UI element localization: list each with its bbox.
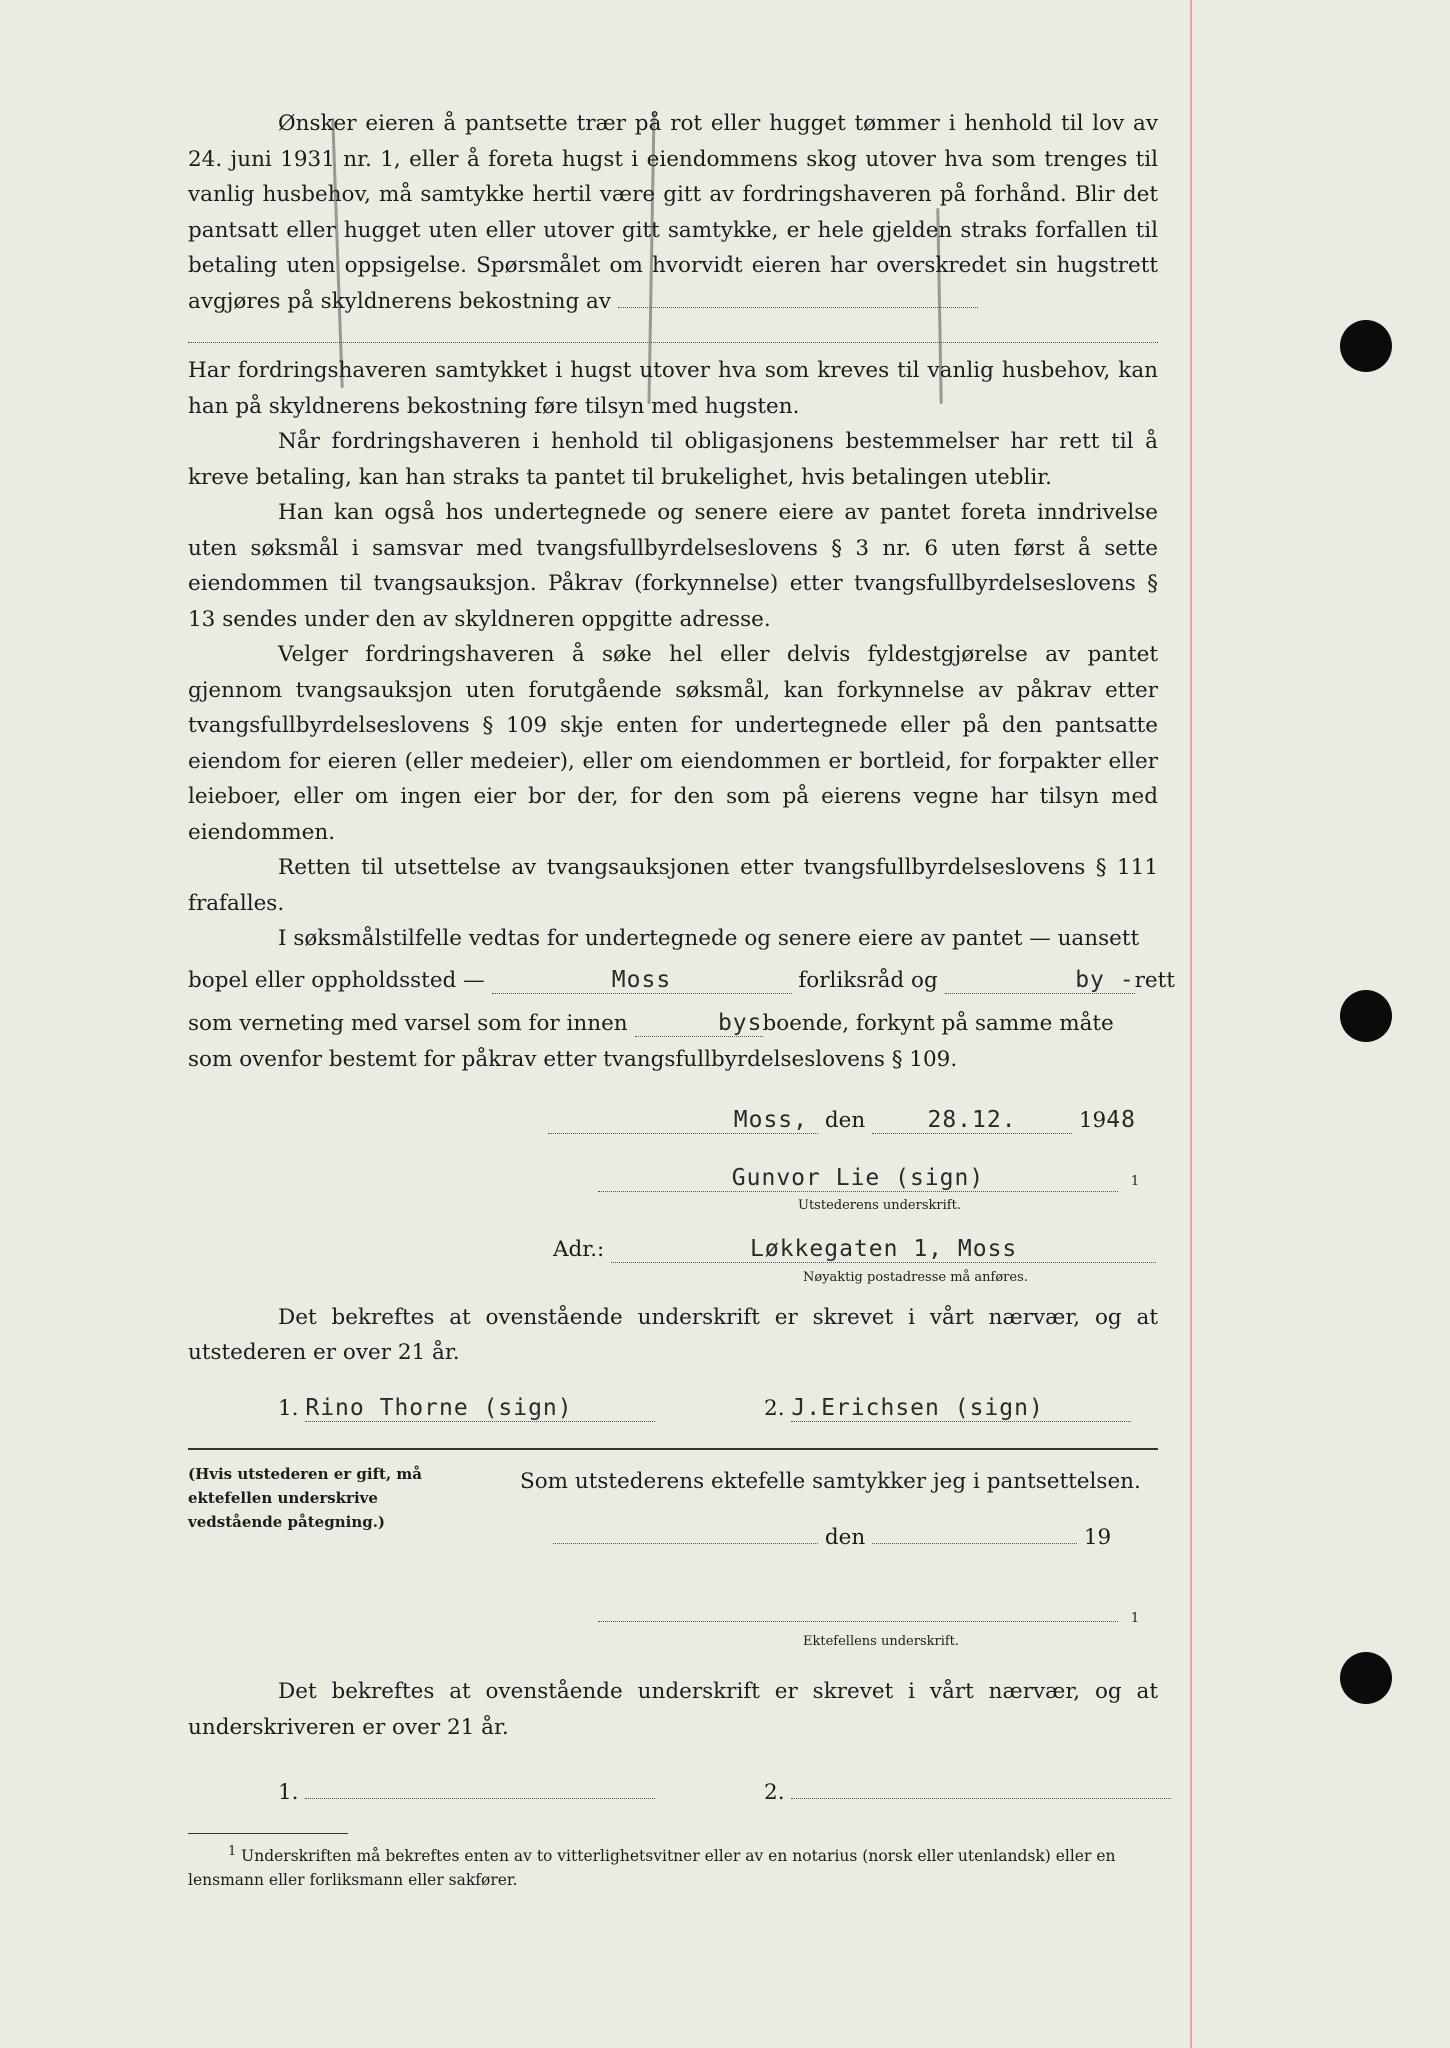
spouse-year-prefix: 19 bbox=[1083, 1525, 1112, 1550]
spouse-date-label: den bbox=[824, 1525, 866, 1550]
spouse-note: (Hvis utstederen er gift, må ektefellen underskrive vedstående påtegning.) bbox=[188, 1465, 422, 1531]
venue-line-1 bbox=[188, 963, 1175, 999]
date-value: 28.12. bbox=[872, 1107, 1072, 1134]
witness-line-2 bbox=[278, 1775, 1158, 1811]
blank-field bbox=[618, 306, 978, 308]
venue-resident: bys bbox=[635, 1010, 763, 1037]
paragraph-verneting: I søksmålstilfelle vedtas for undertegnede og senere eiere av pantet — uansett bbox=[278, 926, 1140, 951]
spouse-date-line bbox=[553, 1520, 1111, 1556]
paragraph-tvangsauksjon: Velger fordringshaveren å søke hel eller delvis fyldestgjørelse av pantet gjennom tvangsauksjon uten forutgående søksmål, kan forkynnelse av påkrav etter tvangsfullbyrdelseslovens § 109 skje enten for undertegnede eller på den pantsatte eiendom for eieren (eller medeier), eller om eiendommen er bortleid, for forpakter eller leieboer, eller om ingen eier bor der, for den som på eierens vegne har tilsyn med eiendommen. bbox=[188, 642, 1158, 845]
punch-hole bbox=[1340, 990, 1392, 1042]
venue-text: boende, forkynt på samme måte bbox=[762, 1011, 1114, 1036]
witness-number: 1. bbox=[278, 1395, 299, 1421]
witness-statement: Det bekreftes at ovenstående underskrift er skrevet i vårt nærvær, og at utstederen er over 21 år. bbox=[188, 1304, 1158, 1365]
venue-text: bopel eller oppholdssted — bbox=[188, 967, 485, 993]
punch-hole bbox=[1340, 320, 1392, 372]
footnote-mark: 1 bbox=[1130, 1611, 1140, 1626]
footnote-mark: 1 bbox=[228, 1843, 237, 1859]
paragraph-hugst-text: Ønsker eieren å pantsette trær på rot eller hugget tømmer i henhold til lov av 24. juni 1931 nr. 1, eller å foreta hugst i eiendommens skog utover hva som trenges til vanlig husbehov, må samtykke hertil være gitt av fordringshaveren på forhånd. Blir det pantsatt eller hugget uten eller utover gitt samtykke, er hele gjelden straks forfallen til betaling uten oppsigelse. Spørsmålet om hvorvidt eieren har overskredet sin hugstrett avgjøres på skyldnerens bekostning av bbox=[188, 111, 1158, 314]
address-caption: Nøyaktig postadresse må anføres. bbox=[803, 1269, 1028, 1285]
spouse-signature-line bbox=[598, 1598, 1139, 1634]
footnote bbox=[188, 1840, 1158, 1892]
footnote-text: Underskriften må bekreftes enten av to vitterlighetsvitner eller av en notarius (norsk eller utenlandsk) eller en lensmann eller forliksmann eller sakfører. bbox=[188, 1846, 1116, 1889]
blank-line bbox=[188, 341, 1158, 343]
witness-1-signature: Rino Thorne (sign) bbox=[305, 1395, 655, 1422]
venue-court: by - bbox=[945, 967, 1135, 994]
date-line bbox=[548, 1103, 1158, 1139]
venue-text: som ovenfor bestemt for påkrav etter tvangsfullbyrdelseslovens § 109. bbox=[188, 1046, 958, 1072]
witness-statement-2: Det bekreftes at ovenstående underskrift er skrevet i vårt nærvær, og at underskriveren er over 21 år. bbox=[188, 1679, 1158, 1740]
spouse-consent: Som utstederens ektefelle samtykker jeg i pantsettelsen. bbox=[520, 1469, 1141, 1494]
footnote-rule bbox=[188, 1833, 348, 1834]
witness-number: 2. bbox=[764, 1395, 785, 1421]
date-label: den bbox=[824, 1108, 866, 1133]
venue-text: forliksråd og bbox=[798, 967, 938, 993]
witness-number: 1. bbox=[278, 1780, 299, 1805]
date-place: Moss, bbox=[548, 1107, 818, 1134]
margin-rule bbox=[1190, 0, 1192, 2048]
paragraph-utsettelse: Retten til utsettelse av tvangsauksjonen etter tvangsfullbyrdelseslovens § 111 frafalles. bbox=[188, 855, 1158, 916]
issuer-signature: Gunvor Lie (sign) bbox=[598, 1165, 1118, 1192]
address-line bbox=[553, 1232, 1158, 1268]
year-prefix: 19 bbox=[1078, 1108, 1107, 1133]
venue-line-2 bbox=[188, 1006, 1158, 1042]
punch-hole bbox=[1340, 1652, 1392, 1704]
witness-2-signature: J.Erichsen (sign) bbox=[791, 1395, 1131, 1422]
paragraph-hugst bbox=[188, 106, 1158, 319]
year-suffix: 48 bbox=[1106, 1107, 1136, 1133]
venue-text: rett bbox=[1134, 967, 1175, 993]
spouse-section bbox=[188, 1458, 1158, 1678]
spouse-caption: Ektefellens underskrift. bbox=[803, 1634, 960, 1649]
document-body bbox=[188, 106, 1175, 1892]
paragraph-brukelighet: Når fordringshaveren i henhold til obligasjonens bestemmelser har rett til å kreve betaling, kan han straks ta pantet til brukelighet, hvis betalingen uteblir. bbox=[188, 429, 1158, 490]
venue-text: som verneting med varsel som for innen bbox=[188, 1011, 628, 1036]
issuer-signature-line bbox=[598, 1161, 1158, 1197]
paragraph-tilsyn: Har fordringshaveren samtykket i hugst utover hva som kreves til vanlig husbehov, kan han på skyldnerens bekostning føre tilsyn med hugsten. bbox=[188, 358, 1158, 419]
footnote-mark: 1 bbox=[1130, 1173, 1140, 1189]
address-label: Adr.: bbox=[553, 1237, 605, 1262]
issuer-caption: Utstederens underskrift. bbox=[798, 1198, 961, 1213]
address-value: Løkkegaten 1, Moss bbox=[611, 1236, 1156, 1263]
witness-number: 2. bbox=[764, 1780, 785, 1805]
paragraph-inndrivelse: Han kan også hos undertegnede og senere eiere av pantet foreta inndrivelse uten søksmål i samsvar med tvangsfullbyrdelseslovens § 3 nr. 6 uten først å sette eiendommen til tvangsauksjon. Påkrav (forkynnelse) etter tvangsfullbyrdelseslovens § 13 sendes under den av skyldneren oppgitte adresse. bbox=[188, 500, 1158, 632]
witness-line bbox=[278, 1391, 1158, 1427]
section-divider bbox=[188, 1448, 1158, 1450]
venue-place: Moss bbox=[492, 967, 792, 994]
